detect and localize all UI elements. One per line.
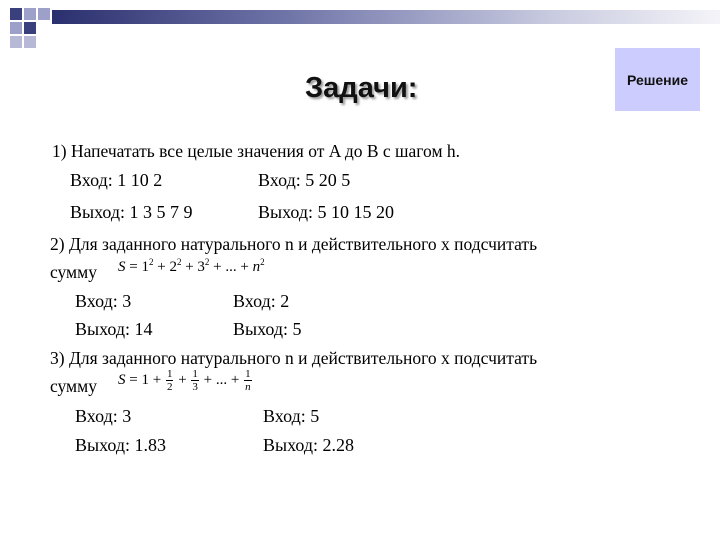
task-3-example-2-input: Вход: 5 (263, 406, 320, 426)
corner-square-dark (10, 8, 22, 20)
solution-button[interactable]: Решение (615, 48, 700, 111)
formula-fraction (244, 368, 252, 393)
fraction-denominator: 3 (192, 381, 198, 393)
corner-square-light (10, 36, 22, 48)
formula-term: 1 (141, 371, 149, 388)
corner-square-light (10, 22, 22, 34)
formula-lhs: S (118, 371, 126, 388)
fraction-denominator: n (245, 381, 251, 393)
formula-lhs: S (118, 259, 126, 275)
page-title: Задачи: (305, 72, 418, 104)
fraction-denominator: 2 (166, 381, 173, 393)
task-1-example-1-output: Выход: 1 3 5 7 9 (70, 202, 193, 222)
task-2-example-1-input: Вход: 3 (75, 291, 132, 311)
formula-ellipsis: ... (215, 371, 228, 388)
task-2-example-2-input: Вход: 2 (233, 291, 290, 311)
corner-square-light (24, 8, 36, 20)
task-3-example-1-output: Выход: 1.83 (75, 435, 167, 455)
formula-plus: + (157, 259, 166, 275)
task-3-example-2-output: Выход: 2.28 (263, 435, 355, 455)
formula-plus: + (213, 259, 222, 275)
formula-term: 3 (197, 259, 205, 275)
task-2-formula (118, 257, 265, 276)
fraction-numerator: 1 (166, 368, 173, 380)
formula-ellipsis: ... (225, 259, 237, 275)
formula-term: 2 (169, 259, 177, 275)
corner-square-light (24, 36, 36, 48)
formula-plus: + (152, 371, 162, 388)
formula-term: n (252, 259, 261, 275)
formula-fraction (191, 368, 199, 393)
formula-power: 2 (260, 257, 265, 267)
formula-plus: + (185, 259, 194, 275)
task-3-formula (118, 368, 253, 393)
task-3-text-cont: сумму (50, 376, 97, 396)
corner-square-light (38, 8, 50, 20)
formula-eq: = (129, 371, 138, 388)
formula-plus: + (178, 371, 187, 388)
formula-power: 2 (148, 257, 154, 267)
formula-fraction (166, 368, 174, 393)
formula-term: 1 (141, 259, 149, 275)
task-1-text: 1) Напечатать все целые значения от A до B с шагом h. (52, 141, 461, 161)
formula-eq: = (129, 259, 138, 275)
task-3-text: 3) Для заданного натурального n и действительного x подсчитать (50, 348, 538, 368)
fraction-numerator: 1 (245, 368, 251, 380)
formula-plus: + (240, 259, 249, 275)
formula-power: 2 (176, 257, 182, 267)
task-2-example-1-output: Выход: 14 (75, 319, 153, 339)
corner-square-dark (24, 22, 36, 34)
task-1-example-2-output: Выход: 5 10 15 20 (258, 202, 395, 222)
formula-power: 2 (204, 257, 210, 267)
header-gradient-bar (52, 10, 720, 24)
task-2-example-2-output: Выход: 5 (233, 319, 302, 339)
task-1-example-2-input: Вход: 5 20 5 (258, 170, 351, 190)
task-2-text-cont: сумму (50, 262, 97, 282)
fraction-numerator: 1 (192, 368, 198, 380)
task-3-example-1-input: Вход: 3 (75, 406, 132, 426)
task-1-example-1-input: Вход: 1 10 2 (70, 170, 163, 190)
formula-plus: + (203, 371, 213, 388)
formula-plus: + (230, 371, 240, 388)
task-2-text: 2) Для заданного натурального n и действительного x подсчитать (50, 234, 538, 254)
